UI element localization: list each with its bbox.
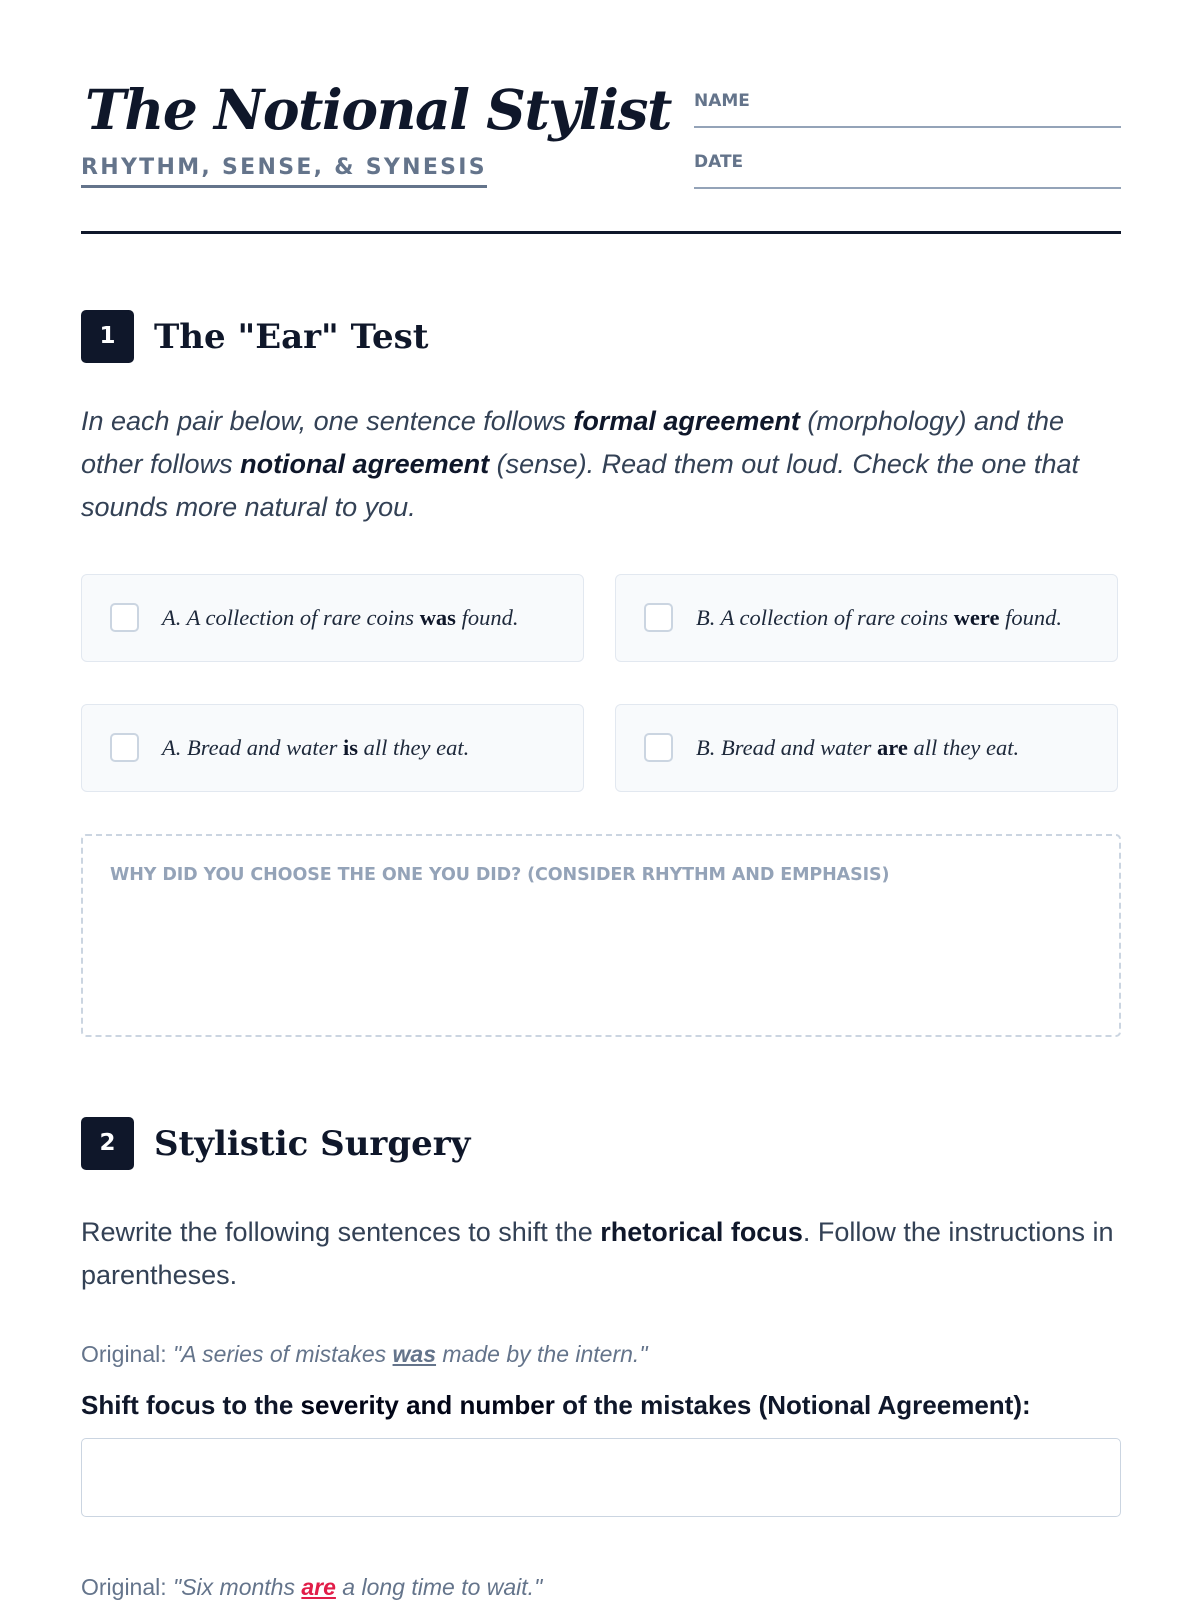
option-checkbox[interactable]	[644, 603, 673, 632]
reflection-prompt-label: WHY DID YOU CHOOSE THE ONE YOU DID? (CONSIDER RHYTHM AND EMPHASIS)	[110, 865, 890, 885]
option-card-pair2-a[interactable]	[81, 704, 584, 792]
section-1-header	[81, 310, 1121, 364]
section-title: Stylistic Surgery	[154, 1124, 471, 1164]
date-label: DATE	[694, 152, 744, 172]
name-field[interactable]	[694, 88, 1121, 128]
option-checkbox[interactable]	[110, 603, 139, 632]
option-card-pair2-b[interactable]	[615, 704, 1118, 792]
date-field[interactable]	[694, 149, 1121, 189]
emphasis-formal-agreement: formal agreement	[573, 406, 800, 436]
verb-highlight: are	[877, 735, 908, 760]
original-sentence: Original: "A series of mistakes was made by the intern."	[81, 1341, 648, 1367]
verb-underlined: was	[392, 1341, 437, 1367]
worksheet-header	[81, 0, 1121, 234]
option-card-pair1-a[interactable]	[81, 574, 584, 662]
verb-highlight: was	[419, 605, 456, 630]
section-2-instructions: Rewrite the following sentences to shift the rhetorical focus. Follow the instructions in parentheses.	[81, 1217, 1114, 1290]
section-title: The "Ear" Test	[154, 317, 429, 357]
verb-underlined-highlight: are	[301, 1574, 336, 1600]
option-sentence: A. Bread and water is all they eat.	[162, 735, 470, 760]
section-number-badge: 1	[81, 310, 134, 363]
section-1-instructions: In each pair below, one sentence follows formal agreement (morphology) and the other follows notional agreement (sense). Read them out loud. Check the one that sounds more natural to you.	[81, 406, 1079, 522]
section-2-header	[81, 1117, 1121, 1171]
rewrite-answer-input[interactable]	[81, 1438, 1121, 1517]
worksheet-title: The Notional Stylist	[85, 77, 671, 142]
rewrite-instruction: Shift focus to the severity and number of the mistakes (Notional Agreement):	[81, 1390, 1031, 1420]
emphasis-rhetorical-focus: rhetorical focus	[600, 1217, 803, 1247]
reflection-answer-box[interactable]	[81, 834, 1121, 1037]
section-number-badge: 2	[81, 1117, 134, 1170]
option-sentence: A. A collection of rare coins was found.	[162, 605, 519, 630]
option-sentence: B. A collection of rare coins were found.	[696, 605, 1063, 630]
worksheet-subtitle: RHYTHM, SENSE, & SYNESIS	[81, 153, 487, 188]
emphasis-notional-agreement: notional agreement	[240, 449, 490, 479]
option-checkbox[interactable]	[110, 733, 139, 762]
option-checkbox[interactable]	[644, 733, 673, 762]
original-sentence: Original: "Six months are a long time to wait."	[81, 1574, 543, 1600]
name-label: NAME	[694, 91, 750, 111]
option-card-pair1-b[interactable]	[615, 574, 1118, 662]
emphasis-severity-number: severity and number	[300, 1390, 555, 1420]
verb-highlight: were	[953, 605, 1000, 630]
verb-highlight: is	[343, 735, 359, 760]
option-sentence: B. Bread and water are all they eat.	[696, 735, 1020, 760]
